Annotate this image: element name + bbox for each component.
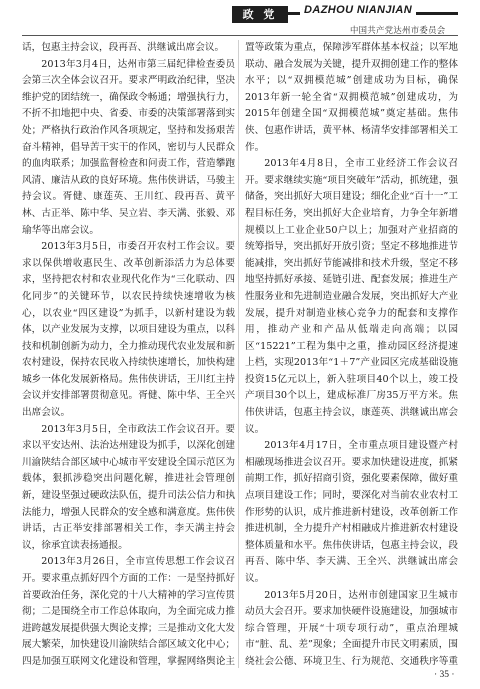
yearbook-title: DAZHOU NIANJIAN — [300, 4, 416, 16]
left-column — [22, 40, 235, 668]
column-divider — [238, 40, 239, 668]
paragraph: 2013年3月26日，全市宣传思想工作会议召开。要求重点抓好四个方面的工作：一是坚持抓好首要政治任务，深化党的十八大精神的学习宣传贯彻；二是围绕全市工作总体取向，为全面完成力推进跨越发展提供强大舆论支撑；三是推动文化大发展大繁荣，加快建设川渝陕结合部区域文化中心；四是加强互联网文化建设和管理，掌握网络舆论主 — [22, 556, 235, 667]
paragraph: 2013年3月5日，全市政法工作会议召开。要求以平安达州、法治达州建设为抓手，以深化创建川渝陕结合部区域中心城市平安建设全国示范区为载体，狠抓涉稳突出问题化解，推进社会管理创新，建设坚强过硬政法队伍，提升司法公信力和执法能力，增强人民群众的安全感和满意度。焦伟侠讲话，古正举安排部署相关工作，李天满主持会议，徐承宜读表扬通报。 — [22, 423, 235, 551]
paragraph: 2013年3月4日，达州市第三届纪律检查委员会第三次全体会议召开。要求严明政治纪律，坚决维护党的团结统一，确保政令畅通；增强执行力，不折不扣地把中央、省委、市委的决策部署落到实处；严格执行政治作风各项规定，坚持和发扬艰苦奋斗精神，倡导苦干实干的作风，密切与人民群众的血肉联系；加强监督检查和问责工作，营造攀跑风清、廉洁从政的良好环境。焦伟侠讲话，马骏主持会议。胥健、康莲英、王川红、段再吾、黄平林、古正举、陈中华、吴立岩、李天满、张毅、邓瑜华等出席会议。 — [22, 58, 235, 236]
paragraph: 话，包惠主持会议，段再吾、洪继诚出席会议。 — [22, 42, 225, 53]
right-column — [245, 40, 458, 668]
paragraph: 2013年5月20日，达州市创建国家卫生城市动员大会召开。要求加快硬件设施建设，加强城市综合管理，开展“十项专项行动”，重点治理城市“脏、乱、差”现象；全面提升市民文明素质，围绕社会公德、环境卫生、行为规范、交通秩序等重 — [245, 589, 458, 667]
paragraph: 2013年3月5日，市委召开农村工作会议。要求以保供增收惠民生、改革创新添活力为总体要求，坚持把农村和农业现代化作为“三化联动、四化同步”的关键环节，以农民持续快速增收为核心，以农业“四区建设”为抓手，以新村建设为载体，以产业发展为支撑，以项目建设为重点，以科技和机制创新为动力，全力推动现代农业发展和新农村建设，保持农民收入持续快速增长，加快构建城乡一体化发展新格局。焦伟侠讲话，王川红主持会议并安排部署贯彻意见。胥健、陈中华、王全兴出席会议。 — [22, 241, 235, 419]
header-divider — [22, 35, 458, 36]
header-subtitle: 中国共产党达州市委员会 — [350, 25, 446, 35]
section-tag: 政 党 — [232, 6, 288, 23]
page-number: · 35 · — [434, 670, 455, 680]
paragraph: 2013年4月17日，全市重点项目建设暨产村相融现场推进会议召开。要求加快建设进度，抓紧前期工作，抓好招商引资，强化要素保障，做好重点项目建设工作；同时，要深化对当前农业农村工作形势的认识，成片推进新村建设，改革创新工作推进机制，全力提升产村相融成片推进新农村建设整体质量和水平。焦伟侠讲话，包惠主持会议，段再吾、陈中华、李天满、王全兴、洪继诚出席会议。 — [245, 440, 458, 584]
paragraph: 置等政策为重点，保障涉军群体基本权益；以军地联动、融合发展为关键，提升双拥创建工作的整体水平；以“双拥模范城”创建成功为目标，确保2013年新一轮全省“双拥模范城”创建成功，为2015年创建全国“双拥模范城”奠定基础。焦伟侠、包惠作讲话，黄平林、杨清华安排部署相关工作。 — [245, 42, 458, 153]
running-header — [0, 0, 480, 36]
paragraph: 2013年4月8日，全市工业经济工作会议召开。要求继续实施“项目突破年”活动，抓统建，强储备，突出抓好大项目建设；细化企业“百十一”工程目标任务，突出抓好大企业培育，力争全年新增规模以上工业企业50户以上；加强对产业招商的统筹指导，突出抓好开放引资；坚定不移地推进节能减排，突出抓好节能减排和技术升级，坚定不移地坚持抓好承接、延链引进、配套发展；推进生产性服务业和先进制造业融合发展，突出抓好大产业发展，提升对制造业核心竞争力的配套和支撑作用，推动产业和产品从低端走向高端；以园区“15221”工程为集中之重，推动园区经济提速上档，实现2013年“1＋7”产业园区完成基础设施投资15亿元以上，新入驻项目40个以上，竣工投产项目30个以上，建成标准厂房35万平方米。焦伟侠讲话，包惠主持会议，康莲英、洪继诚出席会议。 — [245, 158, 458, 435]
